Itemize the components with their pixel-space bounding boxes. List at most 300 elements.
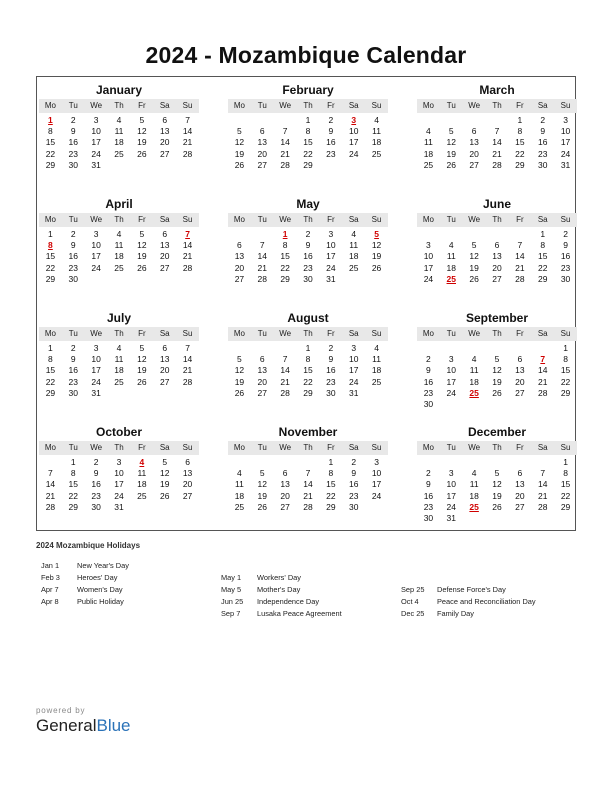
holiday-day-cell: 1 [48,115,53,125]
day-cell: 1 [328,457,334,467]
day-cell: 18 [348,251,359,262]
calendar-grid [36,76,576,531]
day-cell: 25 [114,376,124,387]
holiday-day-cell: 3 [351,115,357,125]
day-cell: 5 [237,126,242,137]
day-cell: 9 [540,126,546,137]
page-title: 2024 - Mozambique Calendar [145,42,467,68]
day-cell: 4 [448,240,454,251]
day-cell: 20 [159,137,170,148]
day-cell: 22 [68,490,78,501]
day-cell: 11 [235,479,244,490]
day-cell: 18 [446,262,456,273]
day-cell: 24 [560,148,571,159]
day-cell: 3 [116,457,122,467]
day-cell: 22 [537,262,548,273]
day-cell: 25 [423,159,434,170]
day-cell: 19 [234,148,245,159]
weekday-label: Tu [257,443,267,452]
day-cell: 4 [374,115,379,125]
day-cell: 5 [494,468,500,479]
day-cell: 4 [374,343,379,353]
day-cell: 19 [159,479,170,490]
day-cell: 17 [446,490,456,501]
day-cell: 30 [91,501,101,512]
day-cell: 29 [303,387,313,398]
day-cell: 31 [446,512,456,523]
day-cell: 13 [280,479,290,490]
day-cell: 2 [305,229,311,239]
day-cell: 23 [68,148,78,159]
day-cell: 17 [348,365,359,376]
weekday-label: Sa [159,101,170,110]
day-cell: 6 [185,457,190,467]
weekday-label: Su [371,215,382,224]
day-cell: 14 [492,137,502,148]
weekday-label: Su [182,443,193,452]
day-cell: 27 [515,501,525,512]
day-cell: 8 [540,240,546,251]
holiday-row [221,584,342,596]
holiday-date: Oct 4 [401,597,419,606]
weekday-label: Sa [537,215,548,224]
weekday-label: Su [371,101,382,110]
day-cell: 14 [303,479,313,490]
day-cell: 13 [159,240,170,251]
day-cell: 8 [563,468,568,479]
day-cell: 22 [303,148,313,159]
day-cell: 22 [45,376,56,387]
holiday-day-cell: 1 [282,229,288,239]
day-cell: 25 [371,376,382,387]
day-cell: 20 [257,148,267,159]
day-cell: 15 [280,251,290,262]
weekday-label: Sa [348,215,359,224]
holiday-column [41,560,129,608]
month-january [39,83,199,171]
day-cell: 9 [328,126,334,137]
month-march [417,83,577,171]
weekday-label: Sa [159,443,170,452]
weekday-label: We [468,329,481,338]
day-cell: 23 [537,148,548,159]
day-cell: 28 [182,262,193,273]
day-cell: 26 [446,159,456,170]
day-cell: 27 [159,376,170,387]
holiday-column [221,572,342,620]
weekday-header [228,327,388,341]
day-cell: 19 [137,365,147,376]
day-cell: 28 [492,159,502,170]
day-cell: 14 [182,126,193,137]
day-cell: 24 [326,262,336,273]
empty-cell [251,457,274,468]
day-cell: 3 [426,240,431,251]
day-cell: 11 [469,479,479,490]
month-name: May [296,197,320,211]
day-cell: 6 [517,354,523,365]
day-cell: 20 [159,251,170,262]
day-cell: 2 [563,229,568,239]
day-cell: 25 [114,148,124,159]
day-grid [39,343,199,399]
day-cell: 2 [426,468,431,479]
day-cell: 13 [159,354,170,365]
day-cell: 14 [182,354,193,365]
day-grid [417,115,577,171]
day-cell: 30 [348,501,359,512]
day-cell: 12 [446,137,456,148]
day-cell: 21 [257,262,267,273]
day-cell: 8 [305,126,311,137]
weekday-label: Sa [348,329,359,338]
day-cell: 30 [423,512,434,523]
month-name: November [278,425,338,439]
holiday-name: Workers' Day [257,573,301,582]
day-cell: 30 [303,273,313,284]
day-cell: 12 [371,240,382,251]
month-name: March [479,83,515,97]
weekday-label: Th [303,329,313,338]
day-cell: 4 [116,229,122,239]
day-cell: 7 [48,468,53,479]
day-cell: 23 [326,148,336,159]
day-cell: 15 [45,365,56,376]
day-cell: 18 [234,490,245,501]
weekday-header [417,327,577,341]
day-cell: 21 [537,490,548,501]
day-cell: 23 [423,501,434,512]
day-cell: 2 [70,115,76,125]
day-cell: 17 [423,262,434,273]
weekday-label: Mo [422,215,434,224]
weekday-label: We [90,329,103,338]
day-cell: 16 [423,376,434,387]
month-november [228,425,388,513]
day-cell: 28 [182,376,193,387]
day-cell: 19 [469,262,479,273]
day-cell: 6 [162,229,168,239]
empty-cell [531,343,554,354]
month-august [228,311,388,399]
day-cell: 12 [234,365,245,376]
day-cell: 10 [91,126,101,137]
day-cell: 24 [91,376,101,387]
day-cell: 21 [303,490,313,501]
holiday-name: Peace and Reconciliation Day [437,597,536,606]
day-cell: 16 [423,490,434,501]
day-cell: 20 [280,490,290,501]
day-cell: 9 [563,240,568,251]
day-cell: 14 [280,137,290,148]
weekday-label: Sa [159,215,170,224]
day-cell: 11 [424,137,433,148]
day-cell: 10 [371,468,382,479]
day-grid [228,343,388,399]
holiday-date: Dec 25 [401,609,425,618]
day-cell: 3 [448,354,454,365]
day-cell: 10 [91,354,101,365]
month-april [39,197,199,285]
day-cell: 31 [91,387,101,398]
weekday-label: We [279,329,292,338]
day-cell: 1 [540,229,546,239]
month-name: June [482,197,511,211]
day-cell: 20 [234,262,245,273]
weekday-label: Su [560,215,571,224]
holiday-row [41,584,129,596]
day-cell: 30 [68,387,78,398]
day-cell: 30 [560,273,571,284]
holiday-date: Apr 8 [41,597,59,606]
day-cell: 14 [537,365,548,376]
day-cell: 15 [45,137,56,148]
holiday-name: Heroes' Day [77,573,118,582]
empty-cell [440,457,463,468]
month-name: October [95,425,142,439]
holidays-title: 2024 Mozambique Holidays [36,541,141,550]
month-december [417,425,577,524]
weekday-label: Tu [257,101,267,110]
weekday-label: Tu [68,329,78,338]
day-cell: 23 [326,376,336,387]
day-cell: 24 [91,262,101,273]
day-cell: 10 [326,240,336,251]
weekday-header [39,327,199,341]
weekday-label: Tu [446,443,456,452]
empty-cell [228,115,251,126]
day-cell: 2 [328,343,334,353]
weekday-label: Th [114,443,124,452]
day-cell: 5 [139,115,145,125]
day-cell: 4 [116,115,122,125]
day-grid [417,229,577,285]
day-cell: 24 [348,376,359,387]
empty-cell [440,115,463,126]
day-cell: 8 [70,468,76,479]
empty-cell [417,457,440,468]
day-cell: 6 [162,343,168,353]
day-cell: 15 [303,137,313,148]
empty-cell [486,343,509,354]
weekday-label: Mo [233,101,245,110]
day-cell: 19 [446,148,456,159]
empty-cell [463,343,486,354]
weekday-label: Th [303,443,313,452]
holiday-day-cell: 25 [469,387,479,398]
weekday-label: Su [560,329,571,338]
day-cell: 26 [137,148,147,159]
day-cell: 29 [560,387,571,398]
day-cell: 7 [185,343,190,353]
day-cell: 16 [91,479,101,490]
day-cell: 21 [515,262,525,273]
day-cell: 10 [114,468,124,479]
empty-cell [274,343,297,354]
empty-cell [417,115,440,126]
day-cell: 10 [446,479,456,490]
day-cell: 21 [182,365,193,376]
day-cell: 22 [303,376,313,387]
month-name: February [282,83,334,97]
day-cell: 18 [469,490,479,501]
day-cell: 13 [257,137,267,148]
powered-by-text: powered by [36,706,86,715]
day-cell: 12 [234,137,245,148]
weekday-label: Sa [537,443,548,452]
day-cell: 3 [93,115,99,125]
day-cell: 20 [515,376,525,387]
day-cell: 26 [137,262,147,273]
day-cell: 11 [372,354,381,365]
weekday-label: Mo [422,443,434,452]
day-cell: 29 [280,273,290,284]
weekday-label: Tu [68,215,78,224]
holiday-row [221,596,342,608]
day-cell: 15 [560,365,571,376]
day-cell: 27 [469,159,479,170]
day-cell: 12 [159,468,170,479]
empty-cell [486,229,509,240]
empty-cell [463,115,486,126]
day-cell: 24 [114,490,124,501]
weekday-label: Sa [537,329,548,338]
generalblue-logo [36,716,131,736]
day-grid [39,229,199,285]
day-cell: 11 [114,354,124,365]
day-cell: 2 [351,457,357,467]
day-cell: 10 [446,365,456,376]
holiday-name: Mother's Day [257,585,301,594]
holiday-name: Public Holiday [77,597,124,606]
day-cell: 16 [537,137,548,148]
weekday-label: Su [182,215,193,224]
day-cell: 13 [469,137,479,148]
day-cell: 16 [303,251,313,262]
day-cell: 16 [348,479,359,490]
empty-cell [228,457,251,468]
day-cell: 26 [257,501,267,512]
day-cell: 7 [259,240,265,251]
day-cell: 19 [371,251,382,262]
day-cell: 29 [515,159,525,170]
weekday-label: We [468,215,481,224]
day-cell: 31 [91,159,101,170]
day-cell: 26 [234,159,245,170]
weekday-header [39,99,199,113]
day-cell: 15 [560,479,571,490]
weekday-label: Su [371,443,382,452]
holiday-day-cell: 7 [185,229,190,239]
day-cell: 30 [68,159,78,170]
day-cell: 27 [257,387,267,398]
day-cell: 7 [305,468,311,479]
day-cell: 13 [492,251,502,262]
weekday-label: Fr [516,215,524,224]
day-cell: 15 [303,365,313,376]
day-cell: 6 [259,354,265,365]
weekday-label: We [90,443,103,452]
day-cell: 10 [560,126,571,137]
day-grid [228,457,388,513]
day-cell: 8 [282,240,288,251]
day-cell: 9 [351,468,357,479]
day-cell: 6 [162,115,168,125]
day-cell: 11 [349,240,359,251]
day-cell: 22 [560,490,571,501]
day-cell: 30 [326,387,336,398]
day-cell: 10 [423,251,434,262]
day-cell: 29 [326,501,336,512]
holiday-name: Independence Day [257,597,320,606]
empty-cell [463,229,486,240]
weekday-label: Th [114,215,124,224]
weekday-label: Th [114,329,124,338]
day-cell: 17 [560,137,571,148]
holiday-name: New Year's Day [77,561,129,570]
day-cell: 29 [537,273,548,284]
day-cell: 16 [560,251,571,262]
day-cell: 28 [280,387,290,398]
day-cell: 8 [328,468,334,479]
weekday-label: Sa [348,101,359,110]
weekday-label: We [279,101,292,110]
day-cell: 25 [137,490,147,501]
day-cell: 4 [426,126,431,137]
weekday-label: Su [182,101,193,110]
logo-general: General [36,716,97,735]
day-cell: 19 [492,490,502,501]
day-cell: 20 [257,376,267,387]
weekday-label: Mo [233,443,245,452]
day-cell: 6 [517,468,523,479]
holiday-day-cell: 7 [540,354,546,365]
weekday-label: Tu [68,101,78,110]
weekday-label: Fr [327,215,335,224]
day-cell: 6 [494,240,500,251]
day-cell: 8 [517,126,523,137]
holiday-row [41,560,129,572]
weekday-label: Mo [44,329,56,338]
empty-cell [297,457,320,468]
weekday-header [417,213,577,227]
day-cell: 5 [494,354,500,365]
day-cell: 1 [305,343,311,353]
day-cell: 17 [326,251,336,262]
holiday-day-cell: 4 [139,457,145,467]
holiday-column [401,584,536,620]
day-cell: 25 [234,501,245,512]
empty-cell [486,457,509,468]
day-cell: 1 [70,457,76,467]
weekday-label: Sa [159,329,170,338]
day-cell: 19 [257,490,267,501]
day-cell: 16 [326,137,336,148]
day-cell: 7 [494,126,500,137]
day-cell: 21 [182,251,193,262]
day-cell: 27 [280,501,290,512]
day-cell: 19 [492,376,502,387]
holiday-date: Feb 3 [41,573,60,582]
weekday-header [417,99,577,113]
day-cell: 23 [560,262,571,273]
weekday-label: Fr [516,101,524,110]
day-cell: 28 [257,273,267,284]
day-cell: 2 [426,354,431,365]
day-cell: 1 [48,229,53,239]
day-cell: 7 [517,240,523,251]
day-cell: 15 [537,251,548,262]
